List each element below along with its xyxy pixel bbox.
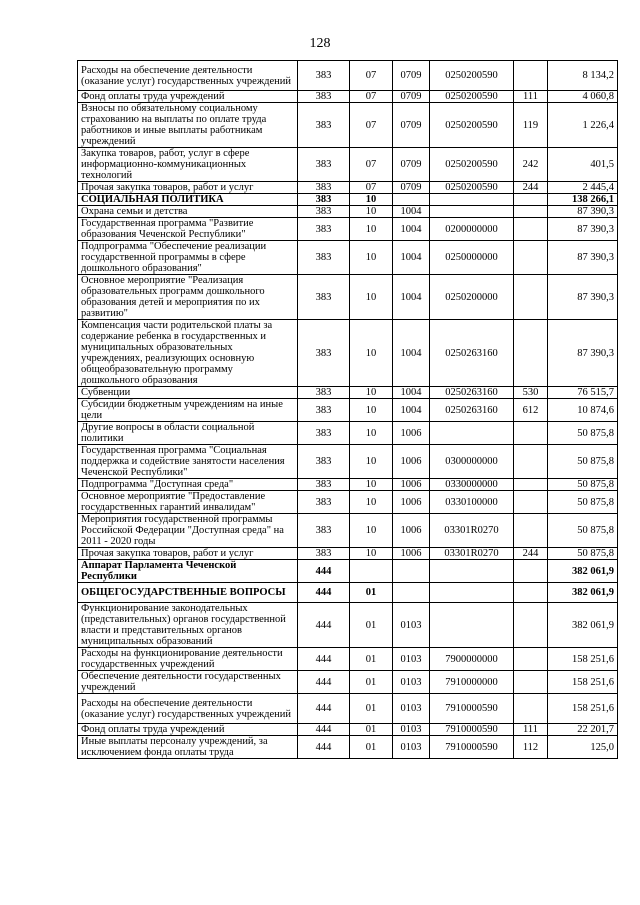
row-gr: 383 [298,399,350,422]
row-pr: 0709 [393,91,430,103]
row-rz: 10 [350,275,393,320]
row-amount: 50 875,8 [548,479,618,491]
row-gr: 383 [298,479,350,491]
row-amount: 4 060,8 [548,91,618,103]
row-name: Подпрограмма "Доступная среда" [78,479,298,491]
row-gr: 444 [298,583,350,603]
table-row [78,148,618,182]
row-pr: 0103 [393,648,430,671]
row-vr [514,694,548,724]
row-gr: 383 [298,194,350,206]
row-gr: 444 [298,724,350,736]
row-gr: 383 [298,241,350,275]
table-row [78,182,618,194]
row-name: Охрана семьи и детства [78,206,298,218]
row-csr [430,422,514,445]
table-row [78,479,618,491]
row-csr: 7910000590 [430,724,514,736]
table-row [78,560,618,583]
table-row [78,603,618,648]
row-gr: 383 [298,218,350,241]
table-row [78,218,618,241]
row-gr: 383 [298,103,350,148]
row-vr [514,275,548,320]
row-amount: 158 251,6 [548,648,618,671]
row-vr [514,218,548,241]
row-csr: 0250200590 [430,148,514,182]
row-pr: 0103 [393,736,430,759]
table-row [78,387,618,399]
row-csr: 0250263160 [430,399,514,422]
row-rz: 07 [350,61,393,91]
row-rz: 10 [350,422,393,445]
row-name: Закупка товаров, работ, услуг в сфере информационно-коммуникационных технологий [78,148,298,182]
row-name: Взносы по обязательному социальному страхованию на выплаты по оплате труда работников и иные выплаты работникам учреждений [78,103,298,148]
row-gr: 383 [298,445,350,479]
row-name: Компенсация части родительской платы за содержание ребенка в государственных и муниципальных образовательных учреждениях, реализующих основную общеобразовательную программу дошкольного образования [78,320,298,387]
row-amount: 382 061,9 [548,603,618,648]
row-vr [514,206,548,218]
row-rz: 10 [350,399,393,422]
row-amount: 10 874,6 [548,399,618,422]
row-vr [514,320,548,387]
row-gr: 383 [298,548,350,560]
row-csr: 0250200590 [430,182,514,194]
row-amount: 87 390,3 [548,218,618,241]
row-rz: 07 [350,91,393,103]
row-pr: 1006 [393,514,430,548]
row-name: Функционирование законодательных (представительных) органов государственной власти и представительных органов муниципальных образований [78,603,298,648]
row-pr [393,560,430,583]
row-pr: 1006 [393,548,430,560]
row-csr: 03301R0270 [430,548,514,560]
row-amount: 1 226,4 [548,103,618,148]
row-vr [514,422,548,445]
row-pr [393,194,430,206]
row-csr [430,603,514,648]
row-vr: 242 [514,148,548,182]
row-vr [514,194,548,206]
table-row [78,491,618,514]
row-vr [514,491,548,514]
row-name: Государственная программа "Развитие образования Чеченской Республики" [78,218,298,241]
table-row [78,320,618,387]
row-gr: 444 [298,560,350,583]
row-pr: 1004 [393,320,430,387]
row-pr: 1004 [393,399,430,422]
row-rz: 01 [350,724,393,736]
table-row [78,694,618,724]
row-pr: 1006 [393,422,430,445]
row-csr: 0250263160 [430,320,514,387]
row-rz: 10 [350,491,393,514]
row-pr: 1004 [393,218,430,241]
row-vr [514,648,548,671]
row-amount: 138 266,1 [548,194,618,206]
row-name: Иные выплаты персоналу учреждений, за исключением фонда оплаты труда [78,736,298,759]
row-rz: 07 [350,103,393,148]
row-gr: 444 [298,736,350,759]
row-amount: 401,5 [548,148,618,182]
row-name: Основное мероприятие "Предоставление государственных гарантий инвалидам" [78,491,298,514]
row-amount: 2 445,4 [548,182,618,194]
row-gr: 383 [298,387,350,399]
row-vr: 111 [514,724,548,736]
row-vr [514,583,548,603]
row-gr: 383 [298,182,350,194]
row-pr: 1006 [393,491,430,514]
row-amount: 87 390,3 [548,241,618,275]
row-pr [393,583,430,603]
row-pr: 0103 [393,671,430,694]
row-csr: 03301R0270 [430,514,514,548]
row-name: Субсидии бюджетным учреждениям на иные цели [78,399,298,422]
row-pr: 0709 [393,182,430,194]
row-csr: 0200000000 [430,218,514,241]
table-row [78,724,618,736]
row-rz: 10 [350,218,393,241]
row-vr: 530 [514,387,548,399]
row-name: Мероприятия государственной программы Российской Федерации "Доступная среда" на 2011 - 2020 годы [78,514,298,548]
row-vr: 119 [514,103,548,148]
row-csr: 0300000000 [430,445,514,479]
table-row [78,61,618,91]
row-pr: 1006 [393,479,430,491]
row-amount: 50 875,8 [548,422,618,445]
row-rz: 10 [350,445,393,479]
row-csr: 7910000590 [430,736,514,759]
table-row [78,736,618,759]
row-pr: 0103 [393,724,430,736]
row-amount: 50 875,8 [548,445,618,479]
row-rz: 10 [350,514,393,548]
row-csr: 7910000000 [430,671,514,694]
table-row [78,206,618,218]
row-rz: 10 [350,320,393,387]
row-pr: 1004 [393,275,430,320]
row-vr: 612 [514,399,548,422]
row-vr [514,560,548,583]
row-amount: 125,0 [548,736,618,759]
row-name: Обеспечение деятельности государственных учреждений [78,671,298,694]
table-row [78,275,618,320]
row-gr: 383 [298,206,350,218]
row-csr [430,194,514,206]
row-csr [430,206,514,218]
row-amount: 87 390,3 [548,206,618,218]
table-row [78,91,618,103]
row-rz: 10 [350,479,393,491]
row-gr: 444 [298,648,350,671]
row-amount: 158 251,6 [548,694,618,724]
row-rz: 01 [350,583,393,603]
row-vr: 244 [514,182,548,194]
row-csr: 0250263160 [430,387,514,399]
row-vr: 112 [514,736,548,759]
row-vr [514,514,548,548]
row-name: ОБЩЕГОСУДАРСТВЕННЫЕ ВОПРОСЫ [78,583,298,603]
row-rz: 07 [350,148,393,182]
row-rz: 01 [350,671,393,694]
row-rz: 10 [350,206,393,218]
row-csr: 0330100000 [430,491,514,514]
row-pr: 0103 [393,603,430,648]
row-gr: 383 [298,148,350,182]
row-vr [514,61,548,91]
row-name: Прочая закупка товаров, работ и услуг [78,548,298,560]
row-csr: 0330000000 [430,479,514,491]
row-pr: 1006 [393,445,430,479]
row-rz [350,560,393,583]
row-gr: 383 [298,275,350,320]
row-pr: 0103 [393,694,430,724]
row-pr: 1004 [393,387,430,399]
row-pr: 1004 [393,241,430,275]
table-row [78,583,618,603]
row-amount: 50 875,8 [548,514,618,548]
row-rz: 01 [350,736,393,759]
row-name: Основное мероприятие "Реализация образовательных программ дошкольного образования детей и мероприятия по их развитию" [78,275,298,320]
row-amount: 382 061,9 [548,560,618,583]
table-row [78,445,618,479]
row-rz: 10 [350,194,393,206]
row-gr: 383 [298,61,350,91]
row-amount: 22 201,7 [548,724,618,736]
row-vr [514,445,548,479]
row-gr: 444 [298,671,350,694]
row-name: Другие вопросы в области социальной политики [78,422,298,445]
row-csr [430,560,514,583]
row-pr: 0709 [393,103,430,148]
row-gr: 383 [298,91,350,103]
table-row [78,671,618,694]
row-rz: 01 [350,648,393,671]
row-gr: 383 [298,514,350,548]
row-gr: 383 [298,320,350,387]
row-name: Расходы на функционирование деятельности государственных учреждений [78,648,298,671]
row-csr [430,583,514,603]
table-row [78,648,618,671]
row-name: Аппарат Парламента Чеченской Республики [78,560,298,583]
row-gr: 383 [298,491,350,514]
table-row [78,548,618,560]
row-vr [514,241,548,275]
row-amount: 8 134,2 [548,61,618,91]
row-vr [514,671,548,694]
row-amount: 382 061,9 [548,583,618,603]
row-vr: 111 [514,91,548,103]
row-name: Подпрограмма "Обеспечение реализации государственной программы в сфере дошкольного образования" [78,241,298,275]
table-row [78,241,618,275]
row-csr: 7910000590 [430,694,514,724]
row-vr [514,479,548,491]
row-pr: 0709 [393,148,430,182]
row-name: Фонд оплаты труда учреждений [78,91,298,103]
row-csr: 0250200000 [430,275,514,320]
row-name: Прочая закупка товаров, работ и услуг [78,182,298,194]
row-amount: 76 515,7 [548,387,618,399]
row-csr: 0250200590 [430,103,514,148]
row-rz: 10 [350,548,393,560]
row-amount: 87 390,3 [548,320,618,387]
table-row [78,103,618,148]
row-rz: 01 [350,603,393,648]
row-csr: 0250200590 [430,91,514,103]
row-name: Расходы на обеспечение деятельности (оказание услуг) государственных учреждений [78,61,298,91]
row-csr: 7900000000 [430,648,514,671]
row-amount: 50 875,8 [548,491,618,514]
table-row [78,422,618,445]
row-gr: 444 [298,694,350,724]
row-pr: 1004 [393,206,430,218]
page-number: 128 [309,36,331,51]
row-csr: 0250200590 [430,61,514,91]
row-gr: 383 [298,422,350,445]
row-name: Фонд оплаты труда учреждений [78,724,298,736]
row-gr: 444 [298,603,350,648]
budget-table [77,60,618,759]
row-amount: 87 390,3 [548,275,618,320]
table-row [78,399,618,422]
row-name: СОЦИАЛЬНАЯ ПОЛИТИКА [78,194,298,206]
row-rz: 07 [350,182,393,194]
row-amount: 50 875,8 [548,548,618,560]
row-pr: 0709 [393,61,430,91]
table-row [78,194,618,206]
row-rz: 01 [350,694,393,724]
row-rz: 10 [350,241,393,275]
row-name: Расходы на обеспечение деятельности (оказание услуг) государственных учреждений [78,694,298,724]
table-row [78,514,618,548]
row-name: Субвенции [78,387,298,399]
row-csr: 0250000000 [430,241,514,275]
row-vr: 244 [514,548,548,560]
row-name: Государственная программа "Социальная поддержка и содействие занятости населения Чеченской Республики" [78,445,298,479]
row-rz: 10 [350,387,393,399]
row-amount: 158 251,6 [548,671,618,694]
row-vr [514,603,548,648]
